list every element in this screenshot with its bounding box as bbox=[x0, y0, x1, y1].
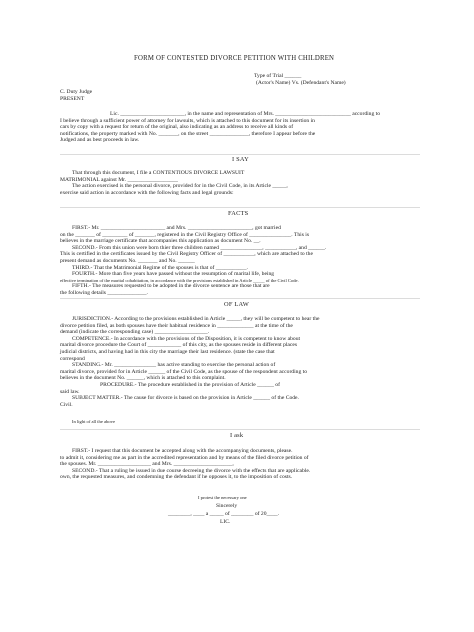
i-ask-line: FIRST.- I request that this document be accepted along with the accompanying documents, please. bbox=[72, 448, 293, 454]
i-ask-line: the spouses. Mr. ___________________ and Mrs. _____________________, bbox=[60, 461, 234, 468]
of-law-heading: OF LAW bbox=[224, 301, 250, 308]
of-law-line: Civil. bbox=[60, 401, 73, 408]
facts-heading: FACTS bbox=[228, 210, 249, 217]
of-law-line: believes in the document No. ______, which is attached to this complaint. bbox=[60, 375, 226, 382]
facts-line: SECOND.- From this union were born thier three children named _______________, ___________, and ______. bbox=[72, 244, 327, 251]
intro-paragraph bbox=[60, 111, 420, 144]
judge-label: C. Duty Judge bbox=[60, 89, 93, 95]
of-law-paragraph bbox=[60, 316, 420, 408]
intro-line: cars by copy with a request for return of the original, also indicating as an address to receive all kinds of bbox=[60, 124, 294, 131]
facts-line: FIRST.- Mr. _______________________ and Mrs. _______________________, got married bbox=[72, 225, 281, 231]
of-law-line: PROCEDURE.- The procedure established in the provision of Article ______ of bbox=[100, 381, 280, 388]
facts-small-line: effective termination of the marital cohabitation, in accordance with the provisions established in Article _____ of the Civil Code. bbox=[60, 277, 299, 283]
facts-paragraph bbox=[60, 225, 420, 297]
i-say-line: MATRIMONIAL against Mr. __________________ bbox=[60, 176, 178, 183]
i-say-line: That through this document, I file a CONTENTIOUS DIVORCE LAWSUIT bbox=[72, 170, 245, 176]
of-law-line: marital divorce, provided for in Article ______ of the Civil Code, as the spouse of the respondent according to bbox=[60, 368, 307, 375]
of-law-line: demand (indicate the corresponding case) ___________________. bbox=[60, 329, 210, 336]
of-law-line: divorce petition filed, as both spouses have their habitual residence in _____________ at the time of the bbox=[60, 322, 293, 329]
facts-line: the following details ______________. bbox=[60, 289, 148, 296]
intro-line: Lic. _______________________, in the name and representation of Mrs. ___________________________ according to bbox=[110, 111, 381, 117]
i-say-paragraph bbox=[60, 170, 420, 196]
i-ask-heading: I ask bbox=[230, 432, 244, 439]
signature-label: LIC. bbox=[220, 519, 231, 525]
of-law-line: said law. bbox=[60, 388, 80, 395]
facts-line: believes in the marriage certificate that accompanies this application as document No. __. bbox=[60, 238, 261, 245]
facts-line: This is certified in the certificates issued by the Civil Registry Officer of ___________, which are attached to the bbox=[60, 251, 313, 258]
facts-line: present demand as documents No. _______ and No. ______ bbox=[60, 257, 195, 264]
of-law-line: COMPETENCE.- In accordance with the provisions of the Disposition, it is competent to know about bbox=[72, 335, 301, 342]
of-law-line: STANDING.- Mr. _______________ has active standing to exercise the personal action of bbox=[72, 362, 276, 369]
of-law-line: JURISDICTION.- According to the provisions established in Article _____, they will be competent to hear the bbox=[72, 316, 320, 322]
type-of-trial: Type of Trial ______ bbox=[254, 73, 302, 79]
of-law-line: marital divorce procedure the Court of ____________ of this city, as the spouses reside in different places bbox=[60, 342, 298, 349]
facts-line: FOURTH.- More than five years have passed without the resumption of marital life, being bbox=[72, 271, 275, 278]
of-law-line: judicial districts, and having had in this city the marriage their last residence. (state the case that bbox=[60, 348, 275, 355]
in-light-note: In light of all the above bbox=[72, 419, 115, 424]
i-say-line: The action exercised is the personal divorce, provided for in the Civil Code, in its Article _____, bbox=[72, 183, 288, 190]
facts-line: FIFTH.- The measures requested to be adopted in the divorce sentence are those that are bbox=[72, 283, 270, 290]
present-label: PRESENT bbox=[60, 96, 85, 102]
facts-line: THIRD.- That the Matrimonial Regime of the spouses is that of ___________. bbox=[72, 264, 248, 271]
i-say-line: exercise said action in accordance with the following facts and legal grounds: bbox=[60, 189, 234, 196]
intro-line: I believe through a sufficient power of attorney for lawsuits, which is attached to this document for its insertion in bbox=[60, 117, 315, 124]
document-title: FORM OF CONTESTED DIVORCE PETITION WITH CHILDREN bbox=[134, 55, 335, 62]
intro-line: Judged and as best proceeds in law. bbox=[60, 137, 140, 144]
i-ask-paragraph bbox=[60, 448, 420, 481]
protest-note: I protest the necessary one bbox=[198, 495, 247, 500]
i-ask-line: SECOND.- That a ruling be issued in due course decreeing the divorce with the effects that are applicable. bbox=[72, 467, 311, 474]
date-line: ________, ____ a _____ of ________ of 20____. bbox=[168, 511, 280, 517]
i-ask-line: to admit it, considering me as part in the accredited representation and by means of the filed divorce petition of bbox=[60, 454, 309, 461]
of-law-line: SUBJECT MATTER.- The cause for divorce is based on the provision in Article ______ of the Code. bbox=[72, 395, 299, 402]
sincerely-label: Sincerely bbox=[216, 503, 238, 509]
facts-line: on the _______ of _________ of _______, registered in the Civil Registry Office of _______________. This is bbox=[60, 231, 310, 238]
of-law-line: correspond bbox=[60, 355, 85, 362]
i-say-heading: I SAY bbox=[232, 156, 249, 163]
intro-line: notifications, the property marked with No. _______, on the street ______________, therefore I appear before the bbox=[60, 130, 316, 137]
i-ask-line: own, the requested measures, and condemning the defendant if he opposes it, to the imposition of costs. bbox=[60, 474, 293, 481]
actors-vs-defendant: (Actor's Name) Vs. (Defendant's Name) bbox=[256, 80, 346, 86]
